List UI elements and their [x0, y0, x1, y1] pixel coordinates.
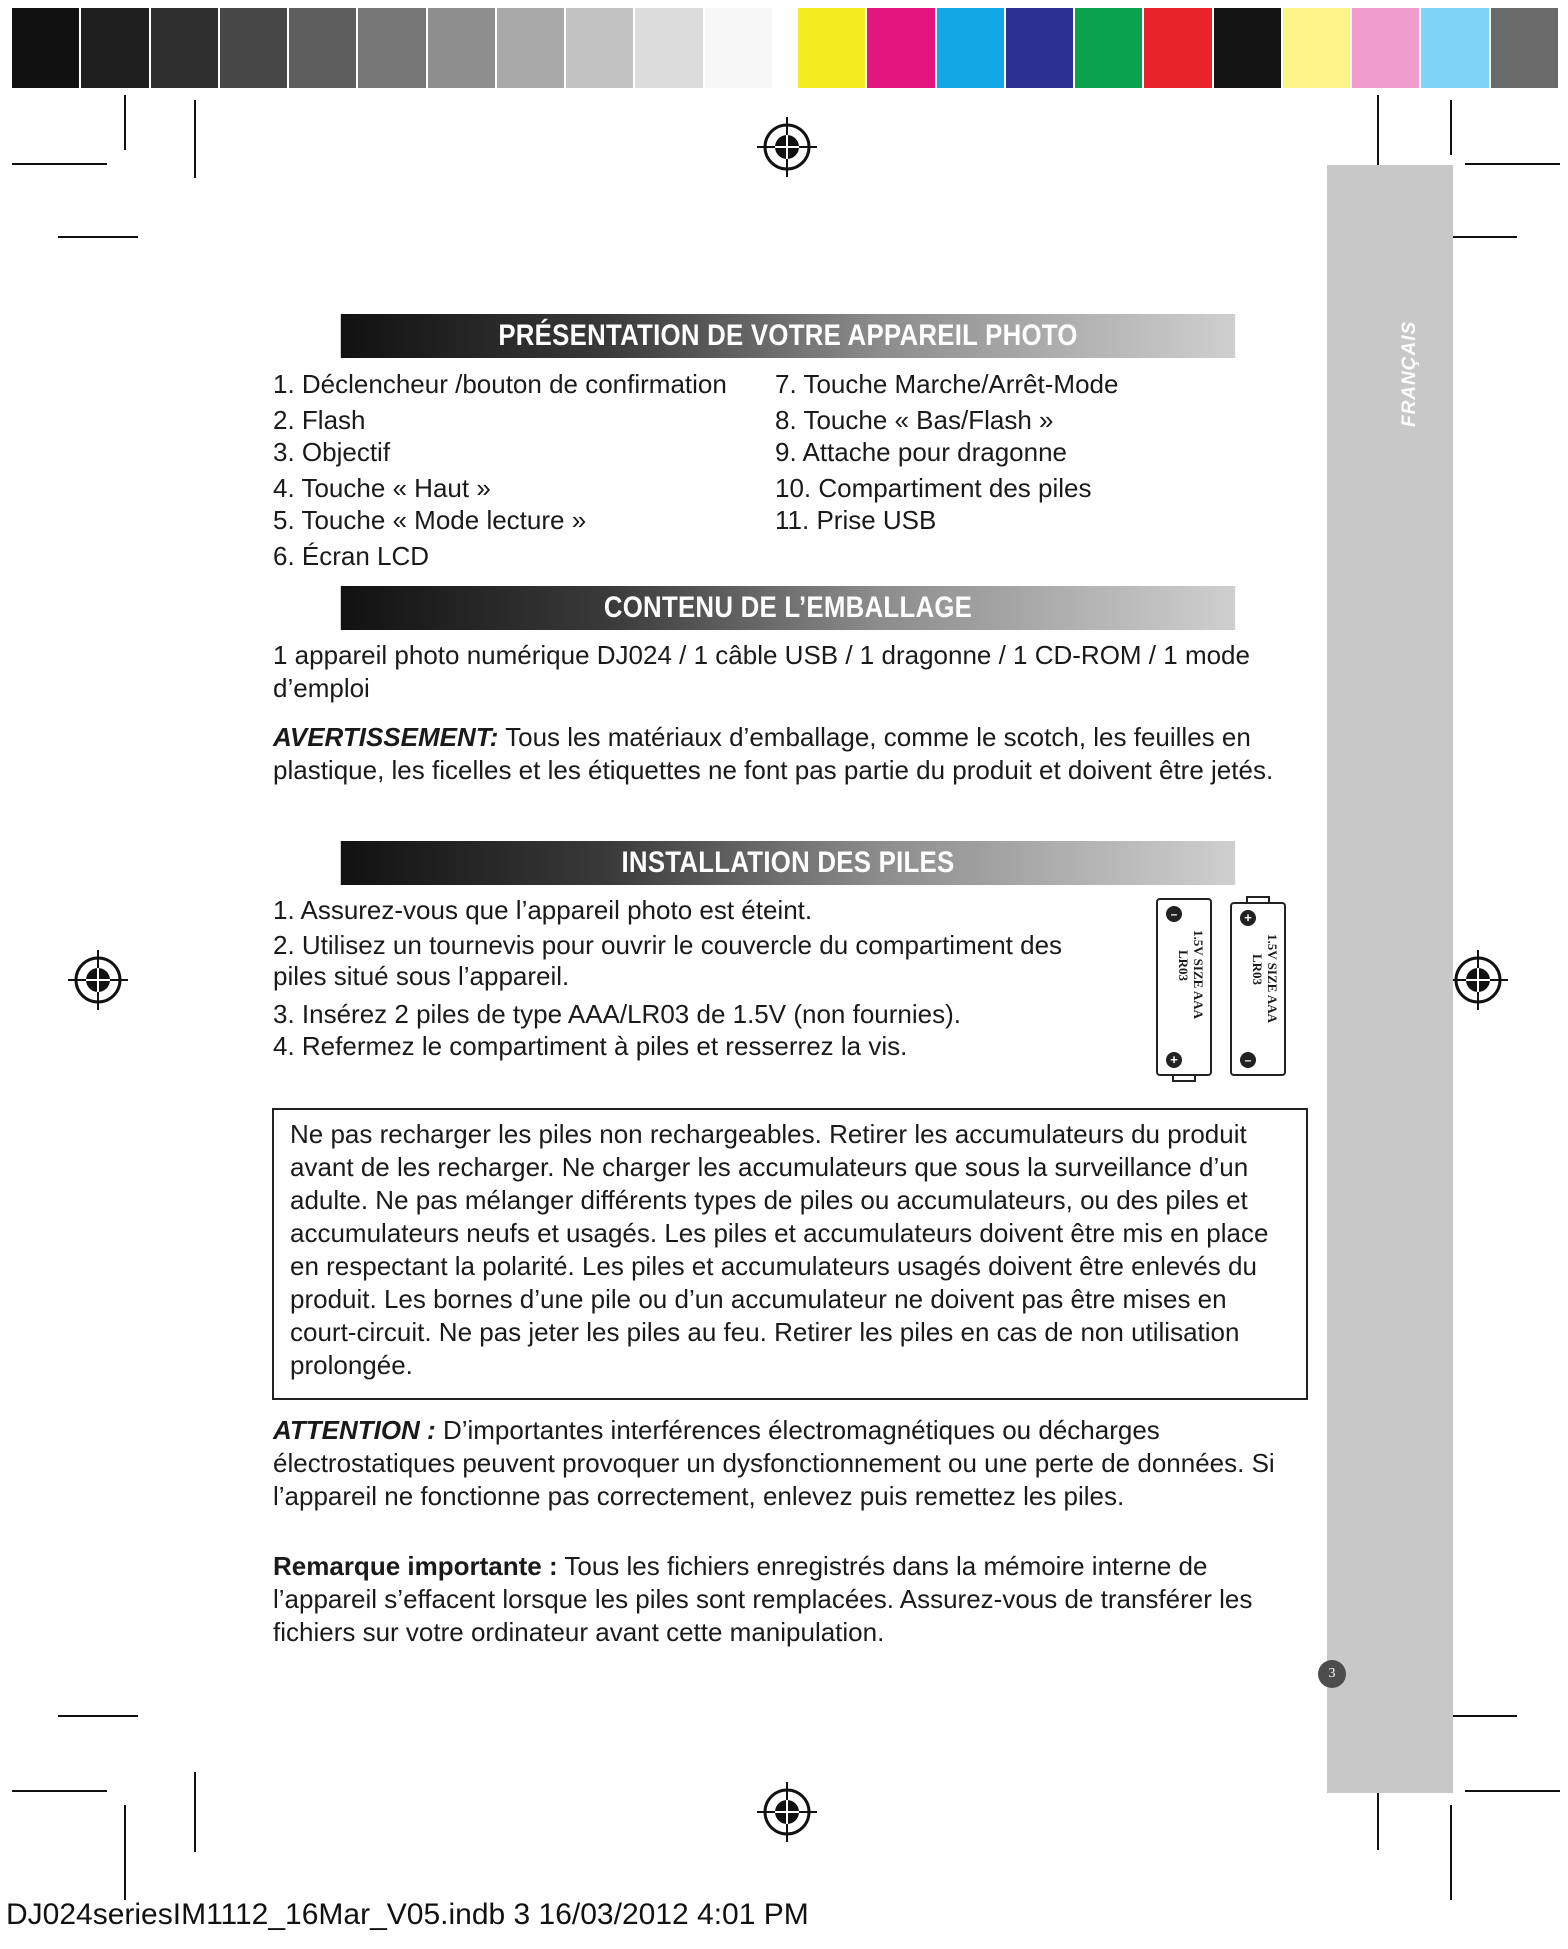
battery-safety-box — [272, 1108, 1308, 1400]
color-swatch — [705, 8, 774, 88]
page-number: 3 — [1318, 1660, 1346, 1688]
battery-illustration — [1156, 898, 1290, 1080]
remark-label: Remarque importante : — [273, 1551, 558, 1581]
battery-plus-icon: + — [1240, 910, 1256, 926]
battery-text-group — [1250, 934, 1280, 1054]
color-swatch — [12, 8, 81, 88]
registration-mark-icon — [755, 1780, 819, 1844]
battery-minus-icon: – — [1240, 1052, 1256, 1068]
color-swatch — [289, 8, 358, 88]
color-calibration-bar — [798, 8, 1560, 88]
section-header-contents: CONTENU DE L’EMBALLAGE — [341, 586, 1235, 630]
step-item: 2. Utilisez un tournevis pour ouvrir le couvercle du compartiment des piles situé sous l’appareil. — [273, 930, 1063, 991]
registration-mark-icon — [755, 115, 819, 179]
color-swatch — [1491, 8, 1560, 88]
list-item: 7. Touche Marche/Arrêt-Mode — [775, 369, 1119, 399]
battery-type-label: LR03 — [1250, 954, 1265, 986]
section-header-presentation: PRÉSENTATION DE VOTRE APPAREIL PHOTO — [341, 314, 1235, 358]
warning-text: Tous les matériaux d’emballage, comme le scotch, les feuilles en plastique, les ficelles et les étiquettes ne font pas partie du produit et doivent être jetés. — [273, 722, 1274, 785]
crop-mark — [1465, 163, 1560, 165]
crop-mark — [12, 1790, 107, 1792]
section-header-batteries: INSTALLATION DES PILES — [341, 841, 1235, 885]
crop-mark — [1465, 1790, 1560, 1792]
list-item: 3. Objectif — [273, 437, 391, 467]
registration-mark-icon — [1446, 948, 1510, 1012]
crop-mark — [124, 95, 126, 150]
attention-text: D’importantes interférences électromagnétiques ou décharges électrostatiques peuvent provoquer un dysfonctionnement ou une perte de données. Si l’appareil ne fonctionne pas correctement, enlevez puis remettez les piles. — [273, 1415, 1275, 1511]
color-swatch — [81, 8, 150, 88]
battery-text-group — [1176, 930, 1206, 1050]
color-swatch — [1006, 8, 1075, 88]
color-swatch — [151, 8, 220, 88]
color-swatch — [497, 8, 566, 88]
step-item: 3. Insérez 2 piles de type AAA/LR03 de 1.5V (non fournies). — [273, 999, 961, 1029]
package-contents-text: 1 appareil photo numérique DJ024 / 1 câble USB / 1 dragonne / 1 CD-ROM / 1 mode d’emploi — [273, 640, 1250, 703]
registration-mark-icon — [66, 948, 130, 1012]
print-slug-footer: DJ024seriesIM1112_16Mar_V05.indb 3 16/03/2012 4:01 PM — [6, 1898, 809, 1931]
crop-mark — [1450, 100, 1452, 155]
color-swatch — [1144, 8, 1213, 88]
crop-mark — [12, 163, 107, 165]
color-swatch — [635, 8, 704, 88]
attention-label: ATTENTION : — [273, 1415, 436, 1445]
list-item: 6. Écran LCD — [273, 541, 430, 571]
crop-mark — [58, 236, 138, 238]
color-swatch — [867, 8, 936, 88]
list-item: 11. Prise USB — [775, 505, 937, 535]
color-swatch — [358, 8, 427, 88]
warning-paragraph — [273, 721, 1303, 787]
step-item: 4. Refermez le compartiment à piles et resserrez la vis. — [273, 1031, 908, 1061]
list-item: 9. Attache pour dragonne — [775, 437, 1068, 467]
list-item: 2. Flash — [273, 405, 366, 435]
battery-safety-text: Ne pas recharger les piles non rechargeables. Retirer les accumulateurs du produit avant de les recharger. Ne charger les accumulateurs que sous la surveillance d’un adulte. Ne pas mélanger différents types de piles ou accumulateurs, ou des piles et accumulateurs neufs et usagés. Les piles et accumulateurs doivent être mis en place en respectant la polarité. Les piles et accumulateurs usagés doivent être enlevés du produit. Les bornes d’une pile ou d’un accumulateur ne doivent pas être mises en court-circuit. Ne pas jeter les piles au feu. Retirer les piles en cas de non utilisation prolongée. — [290, 1119, 1269, 1380]
language-side-tab — [1327, 165, 1453, 1793]
battery-size-label: 1.5V SIZE AAA — [1191, 930, 1206, 1019]
crop-mark — [124, 1805, 126, 1900]
list-item: 10. Compartiment des piles — [775, 473, 1092, 503]
battery-plus-icon: + — [1166, 1052, 1182, 1068]
remark-paragraph — [273, 1550, 1308, 1649]
color-swatch — [937, 8, 1006, 88]
crop-mark — [194, 1772, 196, 1852]
battery-type-label: LR03 — [1176, 950, 1191, 982]
battery-size-label: 1.5V SIZE AAA — [1265, 934, 1280, 1023]
color-swatch — [428, 8, 497, 88]
crop-mark — [194, 100, 196, 178]
list-item: 4. Touche « Haut » — [273, 473, 491, 503]
step-item: 1. Assurez-vous que l’appareil photo est éteint. — [273, 895, 813, 925]
list-item: 1. Déclencheur /bouton de confirmation — [273, 369, 727, 399]
color-swatch — [1075, 8, 1144, 88]
color-swatch — [220, 8, 289, 88]
warning-label: AVERTISSEMENT: — [273, 722, 499, 752]
battery-left — [1156, 898, 1212, 1076]
crop-mark — [1450, 1805, 1452, 1900]
battery-minus-icon: – — [1166, 906, 1182, 922]
language-label: FRANÇAIS — [1399, 320, 1420, 427]
remark-text: Tous les fichiers enregistrés dans la mémoire interne de l’appareil s’effacent lorsque les piles sont remplacées. Assurez-vous de transférer les fichiers sur votre ordinateur avant cette manipulation. — [273, 1551, 1253, 1647]
color-swatch — [1283, 8, 1352, 88]
attention-paragraph — [273, 1414, 1318, 1513]
color-swatch — [798, 8, 867, 88]
list-item: 8. Touche « Bas/Flash » — [775, 405, 1054, 435]
color-swatch — [566, 8, 635, 88]
color-swatch — [1214, 8, 1283, 88]
battery-terminal-cap — [1172, 1075, 1196, 1082]
crop-mark — [58, 1715, 138, 1717]
battery-right — [1230, 902, 1286, 1076]
color-swatch — [1352, 8, 1421, 88]
gray-calibration-bar — [12, 8, 774, 88]
battery-terminal-cap — [1246, 896, 1270, 903]
color-swatch — [1421, 8, 1490, 88]
list-item: 5. Touche « Mode lecture » — [273, 505, 587, 535]
